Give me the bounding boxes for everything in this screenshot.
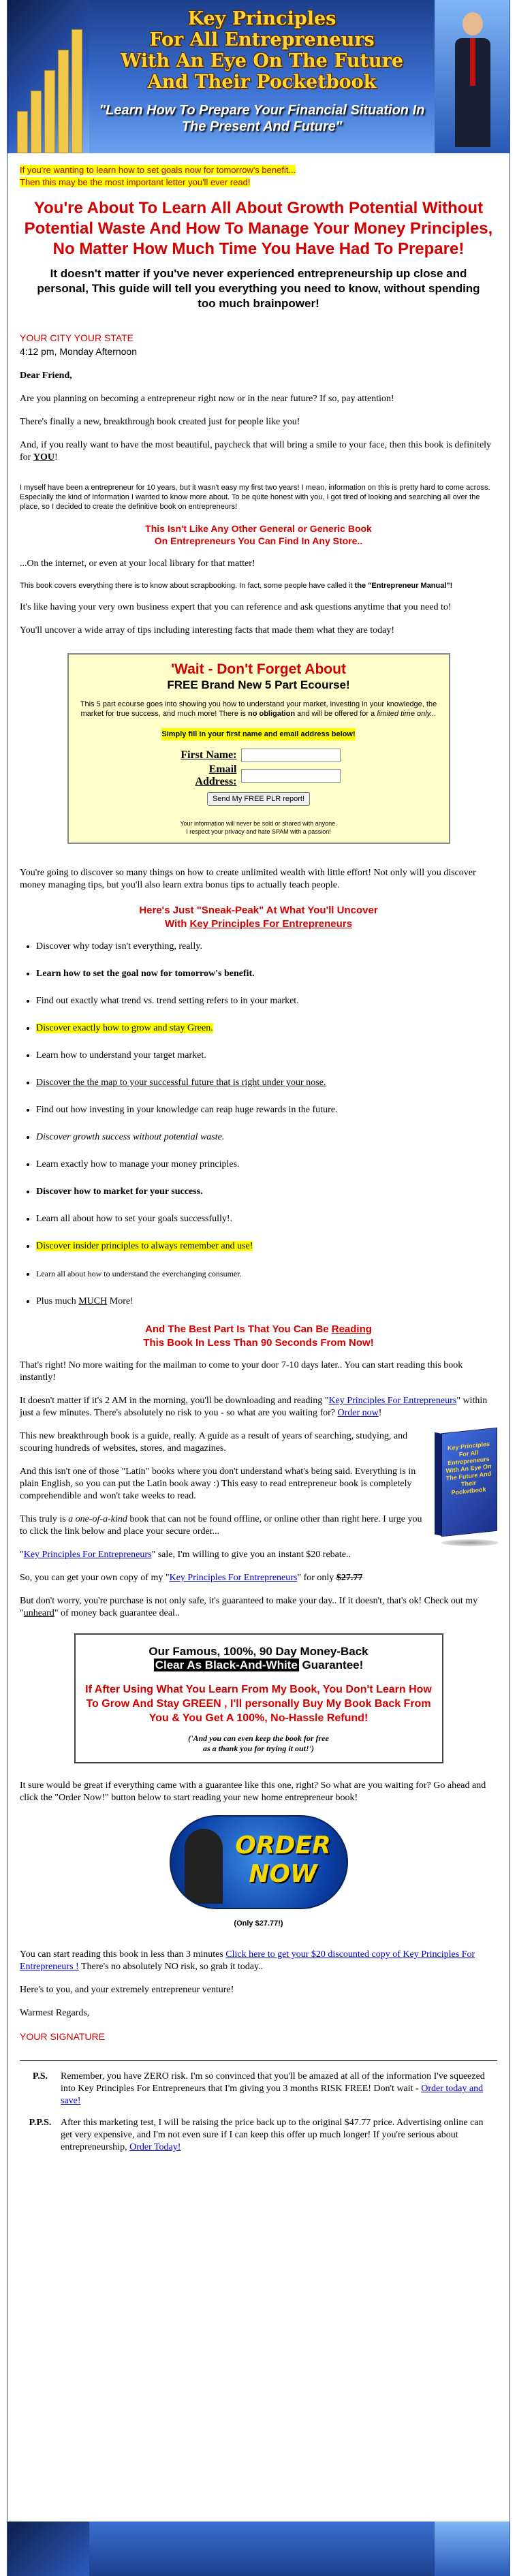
footer-graphic-right — [435, 2522, 510, 2576]
paragraph: "Key Principles For Entrepreneurs" sale, I'm willing to give you an instant $20 rebate.. — [20, 1550, 351, 1560]
benefits-list — [20, 941, 497, 1308]
paragraph: It's like having your very own business expert that you can reference and ask questions anytime that you need to! — [20, 602, 452, 612]
privacy-note: Your information will never be sold or shared with anyone. I respect your privacy and hate SPAM with a passion! — [180, 820, 337, 835]
paragraph: But don't worry, you're purchase is not only safe, it's guaranteed to make your day.. If it doesn't, that's ok! Check out my "unheard" of money back guarantee deal.. — [20, 1596, 478, 1618]
book-cover-image: Key Principles For All Entrepreneurs With An Eye On The Future And Their Pocketbook — [435, 1430, 497, 1546]
date: 4:12 pm, Monday Afternoon — [20, 346, 137, 357]
order-now-button[interactable]: ORDER NOW — [170, 1815, 348, 1909]
book-title-link[interactable]: Key Principles For Entrepreneurs — [189, 918, 352, 930]
ps-text: Remember, you have ZERO risk. I'm so convinced that you'll be amazed at all of the information I've squeezed into Key Principles For Entrepreneurs that I'm giving you 3 months RISK FREE! Don't wait - Order today and save! — [61, 2071, 485, 2106]
benefit-item: • Discover how to market for your success. — [36, 1186, 497, 1198]
guarantee-box: Our Famous, 100%, 90 Day Money-Back Clear As Black-And-White Guarantee! If After Using What You Learn From My Book, You Don't Learn How To Grow And Stay GREEN , I'll personally Buy My Book Back From You & You Get A 100%, No-Hassle Refund! ('And you can even keep the book for free as a thank you for trying it out!') — [74, 1633, 443, 1763]
paragraph: This new breakthrough book is a guide, really. A guide as a result of years of searching, studying, and scouring hundreds of websites, stores, and magazines. — [20, 1431, 408, 1454]
benefit-item: • Discover why today isn't everything, really. — [36, 941, 497, 953]
pps-text: After this marketing test, I will be raising the price back up to the original $47.77 price. Advertising online can get very expensive, and I'm not even sure if I can keep this offer up much longer! If you're serious about entrepreneurship, Order Today! — [61, 2118, 484, 2152]
price: $27.77 — [336, 1573, 363, 1583]
benefit-item: • Learn all about how to understand the everchanging consumer. — [36, 1268, 497, 1281]
order-now-link[interactable]: Order now — [337, 1408, 379, 1418]
signature: YOUR SIGNATURE — [20, 2031, 105, 2042]
paragraph: So, you can get your own copy of my "Key Principles For Entrepreneurs" for only $27.77 — [20, 1573, 363, 1583]
page — [7, 0, 510, 2576]
small-paragraph: I myself have been a entrepreneur for 10 years, but it wasn't easy my first two years! I mean, information on this is pretty hard to come across. Especially the kind of information I wanted to know more about. To be quite honest with you, I got tired of looking and searching all over the place, so I decided to create the definitive book on entrepreneurs! — [20, 484, 490, 511]
book-link[interactable]: Key Principles For Entrepreneurs — [328, 1396, 457, 1406]
header-title: Key Principles For All Entrepreneurs With An Eye On The Future And Their Pocketbook — [120, 8, 404, 93]
paragraph: You're going to discover so many things on how to create unlimited wealth with little effort! Not only will you discover money managing tips, but you'll also learn extra bonus tips to actually teach people. — [20, 868, 476, 890]
benefit-item: • Plus much MUCH More! — [36, 1295, 497, 1308]
footer-banner — [7, 2522, 510, 2576]
optin-title: 'Wait - Don't Forget About — [171, 661, 346, 677]
paragraph: ...On the internet, or even at your local library for that matter! — [20, 559, 255, 569]
discount-link[interactable]: Click here to get your $20 discounted copy of Key Principles For Entrepreneurs ! — [20, 1949, 475, 1972]
paragraph: And, if you really want to have the most beautiful, paycheck that will bring a smile to your face, then this book is definitely for YOU! — [20, 440, 492, 462]
order-price: (Only $27.77!) — [234, 1919, 283, 1928]
benefit-item: • Discover growth success without potential waste. — [36, 1131, 497, 1144]
optin-subtitle: FREE Brand New 5 Part Ecourse! — [167, 678, 350, 691]
email-row — [78, 764, 439, 788]
paragraph: Here's to you, and your extremely entrepreneur venture! — [20, 1985, 234, 1995]
intro-lines: If you're wanting to learn how to set goals now for tomorrow's benefit... Then this may be the most important letter you'll ever read! — [20, 165, 296, 187]
book-link[interactable]: Key Principles For Entrepreneurs — [23, 1550, 152, 1560]
benefit-item: • Learn exactly how to manage your money principles. — [36, 1159, 497, 1171]
benefit-item: • Discover insider principles to always remember and use! — [36, 1240, 497, 1253]
paragraph: There's finally a new, breakthrough book created just for people like you! — [20, 417, 300, 427]
ps-label: P.S. — [32, 2071, 48, 2082]
small-paragraph: This book covers everything there is to know about scrapbooking. In fact, some people have called it the "Entrepreneur Manual"! — [20, 582, 453, 590]
first-name-input[interactable] — [241, 749, 341, 762]
benefit-item: • Find out exactly what trend vs. trend setting refers to in your market. — [36, 995, 497, 1007]
header-subtitle: "Learn How To Prepare Your Financial Situation In The Present And Future" — [99, 103, 425, 134]
pps-label: P.P.S. — [29, 2118, 52, 2128]
footer-graphic-left — [7, 2522, 89, 2576]
best-part-heading: And The Best Part Is That You Can Be Reading This Book In Less Than 90 Seconds From Now! — [143, 1323, 374, 1349]
email-input[interactable] — [241, 769, 341, 783]
paragraph: It sure would be great if everything came with a guarantee like this one, right? So what are you waiting for? Go ahead and click the "Order Now!" button below to start reading your new home entrepreneur book! — [20, 1780, 486, 1803]
send-report-button[interactable]: Send My FREE PLR report! — [207, 792, 310, 806]
order-today-save-link[interactable]: Order today and save! — [61, 2084, 484, 2106]
chart-bars-graphic — [7, 0, 89, 153]
paragraph: This truly is a one-of-a-kind book that can not be found offline, or online other than right here. I urge you to click the link below and place your secure order... — [20, 1514, 422, 1537]
red-callout: This Isn't Like Any Other General or Generic Book On Entrepreneurs You Can Find In Any Store.. — [145, 523, 372, 546]
sales-letter — [7, 153, 510, 2163]
benefit-item: • Discover the the map to your successful future that is right under your nose. — [36, 1077, 497, 1089]
paragraph: It doesn't matter if it's 2 AM in the morning, you'll be downloading and reading "Key Principles For Entrepreneurs" within just a few minutes. There's absolutely no risk to you - so what are you waiting for? Order now! — [20, 1396, 488, 1418]
person-silhouette — [185, 1829, 223, 1904]
regards: Warmest Regards, — [20, 2008, 90, 2018]
first-name-row — [78, 749, 439, 762]
header-banner — [7, 0, 510, 153]
benefit-item: • Learn all about how to set your goals successfully!. — [36, 1213, 497, 1225]
benefit-item: • Learn how to set the goal now for tomorrow's benefit. — [36, 968, 497, 980]
paragraph: You'll uncover a wide array of tips including interesting facts that made them what they are today! — [20, 625, 395, 635]
sub-headline: It doesn't matter if you've never experienced entrepreneurship up close and personal, This guide will tell you everything you need to know, without spending too much brainpower! — [37, 267, 480, 310]
paragraph: That's right! No more waiting for the mailman to come to your door 7-10 days later.. You can start reading this book instantly! — [20, 1360, 463, 1383]
optin-box — [67, 653, 450, 844]
order-today-link[interactable]: Order Today! — [129, 2142, 181, 2152]
benefit-item: • Learn how to understand your target market. — [36, 1050, 497, 1062]
optin-description: This 5 part ecourse goes into showing you how to understand your market, investing in your knowledge, the market for true success, and much more! There is no obligation and will be offered for a limited time only... — [80, 700, 437, 718]
greeting: Dear Friend, — [20, 371, 72, 381]
first-name-label: First Name: — [181, 749, 237, 761]
location: YOUR CITY YOUR STATE — [20, 332, 134, 343]
order-section — [20, 1815, 497, 1930]
main-headline: You're About To Learn All About Growth Potential Without Potential Waste And How To Manage Your Money Principles, No Matter How Much Time You Have Had To Prepare! — [24, 199, 493, 258]
postscript-section — [20, 2060, 497, 2163]
email-label: Email Address: — [195, 764, 237, 787]
benefit-item: • Discover exactly how to grow and stay Green. — [36, 1022, 497, 1035]
paragraph: Are you planning on becoming a entrepreneur right now or in the near future? If so, pay attention! — [20, 394, 394, 404]
benefit-item: • Find out how investing in your knowledge can reap huge rewards in the future. — [36, 1104, 497, 1116]
paragraph: You can start reading this book in less than 3 minutes Click here to get your $20 discounted copy of Key Principles For Entrepreneurs ! There's no absolutely NO risk, so grab it today.. — [20, 1949, 475, 1972]
book-link[interactable]: Key Principles For Entrepreneurs — [169, 1573, 298, 1583]
optin-instruction: Simply fill in your first name and email address below! — [161, 728, 355, 740]
businessman-graphic — [435, 0, 510, 153]
sneak-peek-heading: Here's Just "Sneak-Peak" At What You'll Uncover With Key Principles For Entrepreneurs — [139, 905, 378, 930]
paragraph: And this isn't one of those "Latin" books where you don't understand what's being said. Everything is in plain English, so you can put the Latin book away :) This easy to read entrepreneur book is completely comprehendible and won't take weeks to read. — [20, 1466, 416, 1501]
